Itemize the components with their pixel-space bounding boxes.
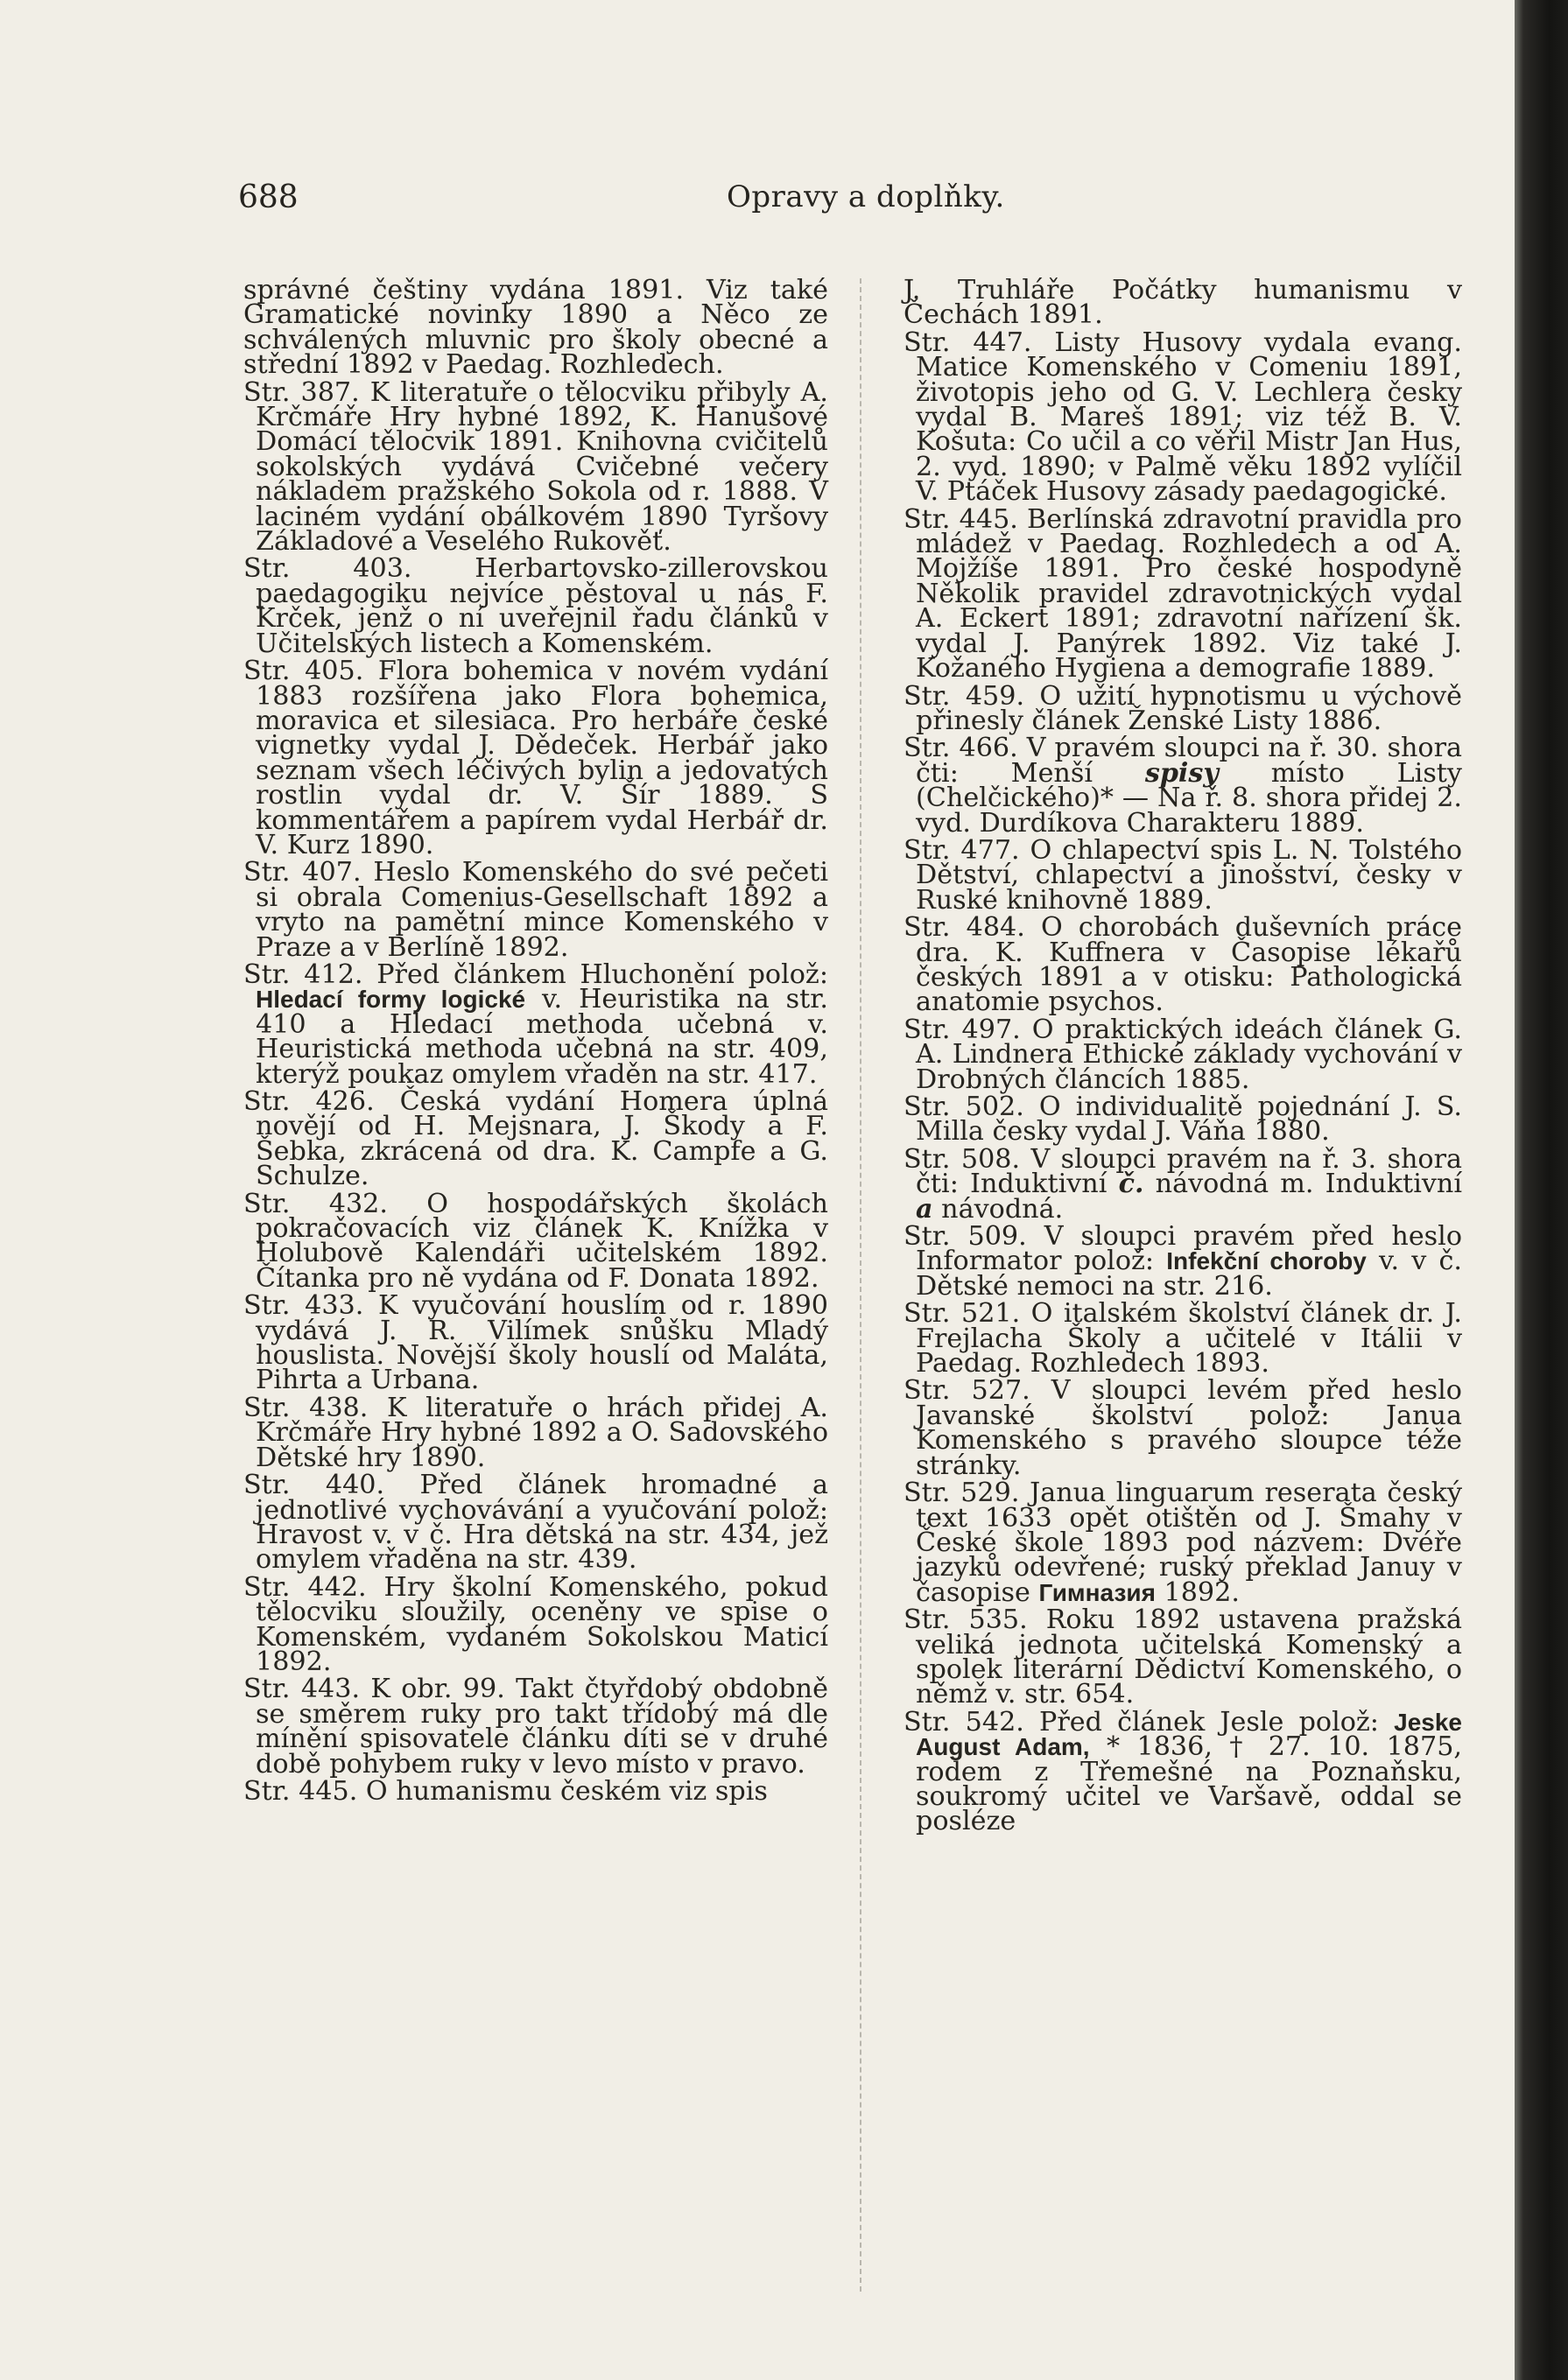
entry-str-445: Str. 445. O humanismu českém viz spis	[243, 1775, 768, 1807]
italic-word: a	[916, 1193, 933, 1225]
entry-str-407: Str. 407. Heslo Komenského do své pečeti si obrala Comenius-Gesellschaft 1892 a vryto na pamětní mince Komenského v Praze a v Berlíně 1892.	[243, 857, 828, 963]
entry-text: Str. 466. V pravém sloupci na ř. 30. shora čti: Menší	[904, 733, 1462, 789]
right-column	[904, 275, 1462, 1837]
entry-text: Str. 509. V sloupci pravém před heslo Informator polož:	[904, 1221, 1462, 1277]
entry-text: návodná m. Induktivní	[1143, 1169, 1462, 1200]
entry-str-466	[904, 733, 1462, 839]
entry-text: návodná.	[932, 1193, 1064, 1225]
entry-str-442: Str. 442. Hry školní Komenského, pokud tělocviku sloužily, oceněny ve spise o Komenském, vydaném Sokolskou Maticí 1892.	[243, 1571, 828, 1677]
entry-text: Str. 412. Před článkem Hluchonění polož:	[243, 958, 828, 990]
entry-text: místo Listy (Chelčického)* — Na ř. 8. shora přidej 2. vyd. Durdíkova Charakteru 1889.	[916, 757, 1462, 839]
entry-text: Str. 508. V sloupci pravém na ř. 3. shora čti: Induktivní	[904, 1143, 1462, 1200]
entry-str-405: Str. 405. Flora bohemica v novém vydání 1883 rozšířena jako Flora bohemica, moravica et silesiaca. Pro herbáře české vignetky vydal J. Dědeček. Herbář jako seznam všech léčivých bylin a jedovatých rostlin vydal dr. V. Šír 1889. S kommentářem a papírem vydal Herbář dr. V. Kurz 1890.	[243, 656, 828, 860]
column-divider	[860, 278, 861, 2292]
entry-str-445-b: Str. 445. Berlínská zdravotní pravidla pro mládež v Paedag. Rozhledech a od A. Mojžíše 1891. Pro české hospodyně Několik pravidel zdravotnických vydal A. Eckert 1891; zdravotní nařízení šk. vydal J. Panýrek 1892. Viz také J. Kožaného Hygiena a demografie 1889.	[904, 503, 1462, 685]
entry-str-529	[904, 1478, 1462, 1608]
entry-str-426: Str. 426. Česká vydání Homera úplná novějí od H. Mejsnara, J. Škody a F. Šebka, zkrácená od dra. K. Campfe a G. Schulze.	[243, 1086, 828, 1192]
entry-text: Str. 529. Janua linguarum reserata český text 1633 opět otištěn od J. Šmahy v České škole 1893 pod názvem: Dvéře jazyků odevřené; ruský překlad Januy v časopise	[904, 1478, 1462, 1608]
entry-continuation: správné češtiny vydána 1891. Viz také Gramatické novinky 1890 a Něco ze schválených mluvnic pro školy obecné a střední 1892 v Paedag. Rozhledech.	[243, 275, 828, 381]
entry-str-542	[904, 1706, 1462, 1837]
entry-str-477: Str. 477. O chlapectví spis L. N. Tolstého Dětství, chlapectví a jinošství, česky v Ruské knihovně 1889.	[904, 834, 1462, 916]
headword-bold: Hledací formy logické	[256, 986, 526, 1014]
entry-str-527: Str. 527. V sloupci levém před heslo Javanské školství polož: Janua Komenského s pravého sloupce téže stránky.	[904, 1375, 1462, 1481]
entry-str-509	[904, 1221, 1462, 1302]
entry-text: v. v č. Dětské nemoci na str. 216.	[916, 1246, 1462, 1302]
italic-word: spisy	[1144, 757, 1219, 789]
entry-str-508	[904, 1143, 1462, 1225]
page-header	[0, 179, 1515, 223]
entry-text: v. Heuristika na str. 410 a Hledací methoda učebná v. Heuristická methoda učebná na str. 409, kterýž poukaz omylem vřaděn na str. 417.	[256, 984, 828, 1090]
page-number: 688	[238, 179, 299, 215]
entry-str-433: Str. 433. K vyučování houslím od r. 1890 vydává J. R. Vilímek snůšku Mladý houslista. Novější školy houslí od Maláta, Pihrta a Urbana.	[243, 1290, 828, 1396]
entry-str-521: Str. 521. O italském školství článek dr. J. Frejlacha Školy a učitelé v Itálii v Paedag. Rozhledech 1893.	[904, 1298, 1462, 1380]
entry-text: * 1836, † 27. 10. 1875, rodem z Třemešné na Poznaňsku, soukromý učitel ve Varšavě, oddal se posléze	[916, 1731, 1462, 1837]
entry-continuation: J. Truhláře Počátky humanismu v Čechách 1891.	[904, 275, 1462, 331]
entry-str-484: Str. 484. O chorobách duševních práce dra. K. Kuffnera v Časopise lékařů českých 1891 a v otisku: Pathologická anatomie psychos.	[904, 912, 1462, 1018]
left-column	[243, 275, 828, 1807]
entry-str-502: Str. 502. O individualitě pojednání J. S. Milla česky vydal J. Váňa 1880.	[904, 1092, 1462, 1148]
entry-str-440: Str. 440. Před článek hromadné a jednotlivé vychovávání a vyučování polož: Hravost v. v č. Hra dětská na str. 434, jež omylem vřaděna na str. 439.	[243, 1470, 828, 1576]
entry-str-447: Str. 447. Listy Husovy vydala evang. Matice Komenského v Comeniu 1891, životopis jeho od G. V. Lechlera česky vydal B. Mareš 1891; viz též B. V. Košuta: Co učil a co věřil Mistr Jan Hus, 2. vyd. 1890; v Palmě věku 1892 vylíčil V. Ptáček Husovy zásady paedagogické.	[904, 326, 1462, 508]
entry-str-412	[243, 958, 828, 1090]
italic-word: č.	[1118, 1169, 1144, 1200]
entry-text: 1892.	[1155, 1576, 1240, 1608]
headword-bold: Гимназия	[1038, 1578, 1156, 1606]
headword-bold: Infekční choroby	[1166, 1247, 1367, 1275]
entry-str-403: Str. 403. Herbartovsko-zillerovskou paedagogiku nejvíce pěstoval u nás F. Krček, jenž o ní uveřejnil řadu článků v Učitelských listech a Komenském.	[243, 553, 828, 659]
entry-str-535: Str. 535. Roku 1892 ustavena pražská veliká jednota učitelská Komenský a spolek literární Dědictví Komenského, o němž v. str. 654.	[904, 1604, 1462, 1710]
entry-str-459: Str. 459. O užití hypnotismu u výchově přinesly článek Ženské Listy 1886.	[904, 680, 1462, 736]
entry-str-497: Str. 497. O praktických ideách článek G. A. Lindnera Ethické základy vychování v Drobných článcích 1885.	[904, 1014, 1462, 1095]
entry-str-443: Str. 443. K obr. 99. Takt čtyřdobý obdobně se směrem ruky pro takt třídobý má dle mínění spisovatele článku díti se v druhé době pohybem ruky v levo místo v pravo.	[243, 1674, 828, 1780]
running-title: Opravy a doplňky.	[727, 179, 1005, 214]
entry-str-438: Str. 438. K literatuře o hrách přidej A. Krčmáře Hry hybné 1892 a O. Sadovského Dětské hry 1890.	[243, 1392, 828, 1473]
book-spine-edge	[1515, 0, 1568, 2380]
headword-bold: Jeske August Adam,	[916, 1708, 1462, 1761]
entry-text: Str. 542. Před článek Jesle polož:	[904, 1706, 1395, 1738]
entry-str-387: Str. 387. K literatuře o tělocviku přibyly A. Krčmáře Hry hybné 1892, K. Hanušové Domácí tělocvik 1891. Knihovna cvičitelů sokolských vydává Cvičebné večery nákladem pražského Sokola od r. 1888. V laciném vydání obálkovém 1890 Tyršovy Základové a Veselého Rukověť.	[243, 376, 828, 558]
entry-str-432: Str. 432. O hospodářských školách pokračovacích viz článek K. Knížka v Holubově Kalendáři učitelském 1892. Čítanka pro ně vydána od F. Donata 1892.	[243, 1188, 828, 1294]
